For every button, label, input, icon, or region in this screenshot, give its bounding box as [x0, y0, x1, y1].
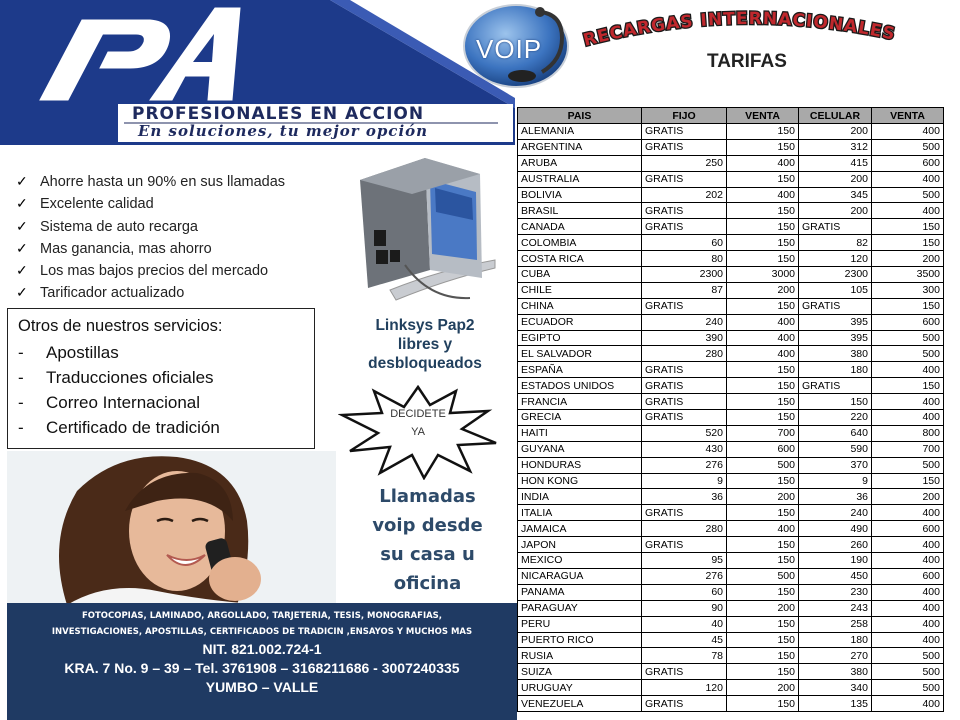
table-cell: 590 [799, 441, 872, 457]
table-cell: 95 [642, 553, 727, 569]
table-cell: GRATIS [799, 298, 872, 314]
table-cell: ALEMANIA [518, 124, 642, 140]
table-cell: ARGENTINA [518, 139, 642, 155]
table-cell: CANADA [518, 219, 642, 235]
table-cell: 700 [727, 425, 799, 441]
table-row [518, 505, 944, 521]
decidete-starburst [338, 385, 498, 480]
table-cell: 150 [872, 219, 944, 235]
table-row [518, 457, 944, 473]
table-cell: 2300 [642, 267, 727, 283]
table-row [518, 648, 944, 664]
table-cell: BRASIL [518, 203, 642, 219]
table-cell: 150 [727, 616, 799, 632]
table-cell: 150 [727, 632, 799, 648]
footer-services-line1: FOTOCOPIAS, LAMINADO, ARGOLLADO, TARJETERIA, TESIS, MONOGRAFIAS, [81, 611, 443, 621]
table-cell: 120 [799, 251, 872, 267]
table-cell: NICARAGUA [518, 568, 642, 584]
table-row [518, 219, 944, 235]
table-cell: GRATIS [799, 378, 872, 394]
table-cell: 500 [872, 664, 944, 680]
table-row [518, 425, 944, 441]
benefits-list [16, 170, 346, 304]
table-cell: 78 [642, 648, 727, 664]
table-cell: 600 [872, 155, 944, 171]
table-cell: 150 [727, 696, 799, 712]
table-cell: VENEZUELA [518, 696, 642, 712]
table-cell: 190 [799, 553, 872, 569]
table-cell: 90 [642, 600, 727, 616]
table-row [518, 521, 944, 537]
table-cell: 400 [872, 632, 944, 648]
table-cell: 400 [872, 696, 944, 712]
table-cell: GUYANA [518, 441, 642, 457]
table-row [518, 139, 944, 155]
table-cell: 9 [799, 473, 872, 489]
voip-badge [462, 2, 574, 90]
table-cell: 258 [799, 616, 872, 632]
table-row [518, 235, 944, 251]
column-header-fijo: FIJO [642, 108, 727, 124]
table-cell: 700 [872, 441, 944, 457]
table-cell: 3000 [727, 267, 799, 283]
table-cell: 150 [727, 362, 799, 378]
logo-slogan: En soluciones, tu mejor opción [138, 122, 429, 140]
benefit-item: ✓ Sistema de auto recarga [16, 215, 346, 237]
table-cell: 280 [642, 346, 727, 362]
table-cell: 200 [727, 680, 799, 696]
table-cell: 500 [872, 330, 944, 346]
services-list [18, 340, 304, 440]
benefit-item: ✓ Excelente calidad [16, 192, 346, 214]
column-header-pais: PAIS [518, 108, 642, 124]
table-cell: 120 [642, 680, 727, 696]
table-cell: 312 [799, 139, 872, 155]
table-row [518, 600, 944, 616]
table-cell: 180 [799, 632, 872, 648]
table-cell: 400 [727, 187, 799, 203]
column-header-venta-fijo: VENTA [727, 108, 799, 124]
table-cell: 40 [642, 616, 727, 632]
table-cell: GRATIS [642, 410, 727, 426]
table-cell: GRATIS [642, 505, 727, 521]
table-cell: 60 [642, 235, 727, 251]
table-cell: 400 [872, 553, 944, 569]
table-cell: 400 [872, 505, 944, 521]
table-row [518, 362, 944, 378]
table-row [518, 394, 944, 410]
rates-subtitle: TARIFAS [707, 51, 787, 72]
table-cell: 105 [799, 282, 872, 298]
table-row [518, 203, 944, 219]
table-cell: 150 [727, 505, 799, 521]
table-cell: 400 [872, 394, 944, 410]
table-cell: 400 [872, 584, 944, 600]
table-cell: PUERTO RICO [518, 632, 642, 648]
table-cell: ESTADOS UNIDOS [518, 378, 642, 394]
table-cell: PARAGUAY [518, 600, 642, 616]
table-cell: URUGUAY [518, 680, 642, 696]
table-cell: 400 [872, 362, 944, 378]
table-cell: 500 [872, 139, 944, 155]
table-cell: 400 [727, 330, 799, 346]
table-row [518, 378, 944, 394]
table-row [518, 282, 944, 298]
table-row [518, 346, 944, 362]
table-row [518, 171, 944, 187]
checkmark-icon: ✓ [16, 262, 28, 279]
table-cell: GRATIS [799, 219, 872, 235]
table-row [518, 632, 944, 648]
table-cell: 345 [799, 187, 872, 203]
services-title: Otros de nuestros servicios: [18, 317, 223, 335]
service-item: - Certificado de tradición [18, 418, 220, 437]
table-row [518, 489, 944, 505]
table-cell: CHILE [518, 282, 642, 298]
table-cell: PERU [518, 616, 642, 632]
table-cell: 600 [872, 568, 944, 584]
table-cell: 270 [799, 648, 872, 664]
table-row [518, 251, 944, 267]
table-cell: GRATIS [642, 124, 727, 140]
table-cell: COLOMBIA [518, 235, 642, 251]
table-cell: GRATIS [642, 139, 727, 155]
table-cell: 395 [799, 314, 872, 330]
table-cell: 3500 [872, 267, 944, 283]
table-cell: GRECIA [518, 410, 642, 426]
table-cell: 240 [799, 505, 872, 521]
table-cell: 395 [799, 330, 872, 346]
table-cell: GRATIS [642, 394, 727, 410]
table-row [518, 553, 944, 569]
table-cell: PANAMA [518, 584, 642, 600]
table-cell: 180 [799, 362, 872, 378]
table-cell: 400 [872, 203, 944, 219]
table-cell: 9 [642, 473, 727, 489]
table-cell: 370 [799, 457, 872, 473]
table-cell: GRATIS [642, 219, 727, 235]
table-cell: 500 [872, 187, 944, 203]
benefit-item: ✓ Los mas bajos precios del mercado [16, 259, 346, 281]
table-cell: 400 [727, 155, 799, 171]
table-row [518, 616, 944, 632]
table-cell: 300 [872, 282, 944, 298]
table-cell: 600 [872, 314, 944, 330]
table-cell: INDIA [518, 489, 642, 505]
table-cell: 600 [727, 441, 799, 457]
table-cell: 150 [872, 473, 944, 489]
table-cell: AUSTRALIA [518, 171, 642, 187]
table-cell: 243 [799, 600, 872, 616]
svg-text:RECARGAS INTERNACIONALES [581, 9, 897, 51]
table-cell: 200 [799, 124, 872, 140]
table-cell: 150 [872, 378, 944, 394]
table-cell: RUSIA [518, 648, 642, 664]
benefit-item: ✓ Tarificador actualizado [16, 281, 346, 303]
table-cell: 150 [727, 235, 799, 251]
checkmark-icon: ✓ [16, 217, 28, 234]
table-cell: BOLIVIA [518, 187, 642, 203]
linksys-device-image [350, 150, 500, 310]
woman-on-phone-photo [7, 451, 336, 605]
column-header-celular: CELULAR [799, 108, 872, 124]
company-logo [0, 0, 515, 145]
table-cell: EL SALVADOR [518, 346, 642, 362]
table-cell: 500 [872, 680, 944, 696]
table-cell: 200 [727, 489, 799, 505]
table-row [518, 696, 944, 712]
table-cell: 200 [727, 282, 799, 298]
service-item: - Correo Internacional [18, 393, 201, 412]
table-cell: 150 [727, 171, 799, 187]
table-row [518, 187, 944, 203]
table-cell: 150 [727, 394, 799, 410]
table-cell: 415 [799, 155, 872, 171]
table-cell: 276 [642, 568, 727, 584]
table-cell: 150 [727, 298, 799, 314]
table-cell: 430 [642, 441, 727, 457]
table-cell: 150 [872, 298, 944, 314]
table-cell: GRATIS [642, 362, 727, 378]
table-cell: 280 [642, 521, 727, 537]
voip-text: VOIP [476, 34, 543, 64]
table-cell: 340 [799, 680, 872, 696]
table-row [518, 473, 944, 489]
table-cell: 500 [872, 648, 944, 664]
table-cell: JAMAICA [518, 521, 642, 537]
footer-services-line2: INVESTIGACIONES, APOSTILLAS, CERTIFICADOS DE TRADICIN ,ENSAYOS Y MUCHOS MAS [51, 627, 473, 637]
device-caption: Linksys Pap2 libres y desbloqueados [368, 317, 482, 372]
footer-contact [7, 603, 517, 720]
table-cell: 150 [799, 394, 872, 410]
table-cell: 276 [642, 457, 727, 473]
benefit-item: ✓ Mas ganancia, mas ahorro [16, 237, 346, 259]
table-cell: 60 [642, 584, 727, 600]
table-cell: 400 [872, 171, 944, 187]
table-cell: HAITI [518, 425, 642, 441]
table-cell: GRATIS [642, 537, 727, 553]
table-cell: 220 [799, 410, 872, 426]
table-cell: 450 [799, 568, 872, 584]
table-cell: 135 [799, 696, 872, 712]
table-row [518, 664, 944, 680]
table-cell: GRATIS [642, 378, 727, 394]
table-cell: 202 [642, 187, 727, 203]
table-cell: 80 [642, 251, 727, 267]
table-cell: 150 [727, 203, 799, 219]
services-box [7, 308, 315, 449]
table-cell: 82 [799, 235, 872, 251]
table-cell: 150 [727, 553, 799, 569]
table-cell: 150 [727, 648, 799, 664]
checkmark-icon: ✓ [16, 195, 28, 212]
table-cell: 150 [727, 251, 799, 267]
table-cell: GRATIS [642, 171, 727, 187]
burst-line1: DECIDETE [390, 408, 446, 420]
table-cell: 260 [799, 537, 872, 553]
table-cell: 500 [872, 457, 944, 473]
table-cell: HON KONG [518, 473, 642, 489]
table-row [518, 330, 944, 346]
checkmark-icon: ✓ [16, 284, 28, 301]
table-cell: 400 [872, 410, 944, 426]
table-cell: 150 [872, 235, 944, 251]
table-cell: GRATIS [642, 298, 727, 314]
table-cell: ITALIA [518, 505, 642, 521]
table-cell: 400 [727, 314, 799, 330]
table-cell: 500 [727, 568, 799, 584]
table-cell: 400 [872, 124, 944, 140]
table-cell: 45 [642, 632, 727, 648]
benefit-item: ✓ Ahorre hasta un 90% en sus llamadas [16, 170, 346, 192]
table-cell: 150 [727, 124, 799, 140]
table-row [518, 267, 944, 283]
title-arc [560, 4, 960, 54]
table-cell: 500 [727, 457, 799, 473]
table-cell: 490 [799, 521, 872, 537]
table-cell: 150 [727, 410, 799, 426]
table-cell: 200 [872, 489, 944, 505]
table-cell: GRATIS [642, 664, 727, 680]
table-cell: 800 [872, 425, 944, 441]
column-header-venta-celular: VENTA [872, 108, 944, 124]
table-cell: 200 [727, 600, 799, 616]
table-cell: JAPON [518, 537, 642, 553]
promo-text: Llamadas voip desde su casa u oficina [372, 486, 483, 594]
table-cell: 200 [799, 171, 872, 187]
table-row [518, 537, 944, 553]
table-cell: 150 [727, 219, 799, 235]
table-cell: 400 [727, 346, 799, 362]
table-cell: 400 [727, 521, 799, 537]
table-row [518, 441, 944, 457]
table-cell: 250 [642, 155, 727, 171]
table-cell: MEXICO [518, 553, 642, 569]
table-row [518, 155, 944, 171]
table-cell: 200 [872, 251, 944, 267]
footer-address: KRA. 7 No. 9 – 39 – Tel. 3761908 – 3168211686 - 3007240335 [64, 660, 460, 676]
table-cell: 500 [872, 346, 944, 362]
table-cell: 150 [727, 473, 799, 489]
table-cell: 150 [727, 664, 799, 680]
table-cell: 640 [799, 425, 872, 441]
table-row [518, 298, 944, 314]
table-cell: 400 [872, 537, 944, 553]
table-cell: 520 [642, 425, 727, 441]
table-cell: 400 [872, 616, 944, 632]
table-cell: 150 [727, 584, 799, 600]
logo-name: PROFESIONALES EN ACCION [132, 104, 425, 124]
service-item: - Apostillas [18, 343, 119, 362]
table-cell: 200 [799, 203, 872, 219]
footer-city: YUMBO – VALLE [205, 679, 319, 695]
table-header-row [518, 108, 944, 124]
table-cell: 150 [727, 537, 799, 553]
table-row [518, 568, 944, 584]
table-cell: 36 [642, 489, 727, 505]
table-row [518, 124, 944, 140]
table-row [518, 314, 944, 330]
table-cell: 87 [642, 282, 727, 298]
table-cell: 390 [642, 330, 727, 346]
table-cell: SUIZA [518, 664, 642, 680]
footer-nit: NIT. 821.002.724-1 [202, 641, 322, 657]
table-cell: 2300 [799, 267, 872, 283]
table-row [518, 584, 944, 600]
rates-table [517, 107, 944, 712]
table-cell: FRANCIA [518, 394, 642, 410]
table-cell: ECUADOR [518, 314, 642, 330]
table-cell: 240 [642, 314, 727, 330]
table-cell: 230 [799, 584, 872, 600]
table-cell: COSTA RICA [518, 251, 642, 267]
table-cell: 380 [799, 664, 872, 680]
table-cell: 36 [799, 489, 872, 505]
rates-table-body [518, 124, 944, 712]
table-cell: HONDURAS [518, 457, 642, 473]
table-cell: ARUBA [518, 155, 642, 171]
table-cell: ESPAÑA [518, 362, 642, 378]
table-cell: 400 [872, 600, 944, 616]
table-row [518, 410, 944, 426]
table-cell: GRATIS [642, 696, 727, 712]
checkmark-icon: ✓ [16, 239, 28, 256]
checkmark-icon: ✓ [16, 173, 28, 189]
table-cell: GRATIS [642, 203, 727, 219]
table-cell: 150 [727, 139, 799, 155]
service-item: - Traducciones oficiales [18, 368, 214, 387]
table-cell: 600 [872, 521, 944, 537]
page-title: RECARGAS INTERNACIONALES [581, 8, 898, 51]
table-cell: 150 [727, 378, 799, 394]
table-row [518, 680, 944, 696]
table-cell: EGIPTO [518, 330, 642, 346]
table-cell: CUBA [518, 267, 642, 283]
burst-line2: YA [411, 426, 425, 438]
table-cell: 380 [799, 346, 872, 362]
table-cell: CHINA [518, 298, 642, 314]
